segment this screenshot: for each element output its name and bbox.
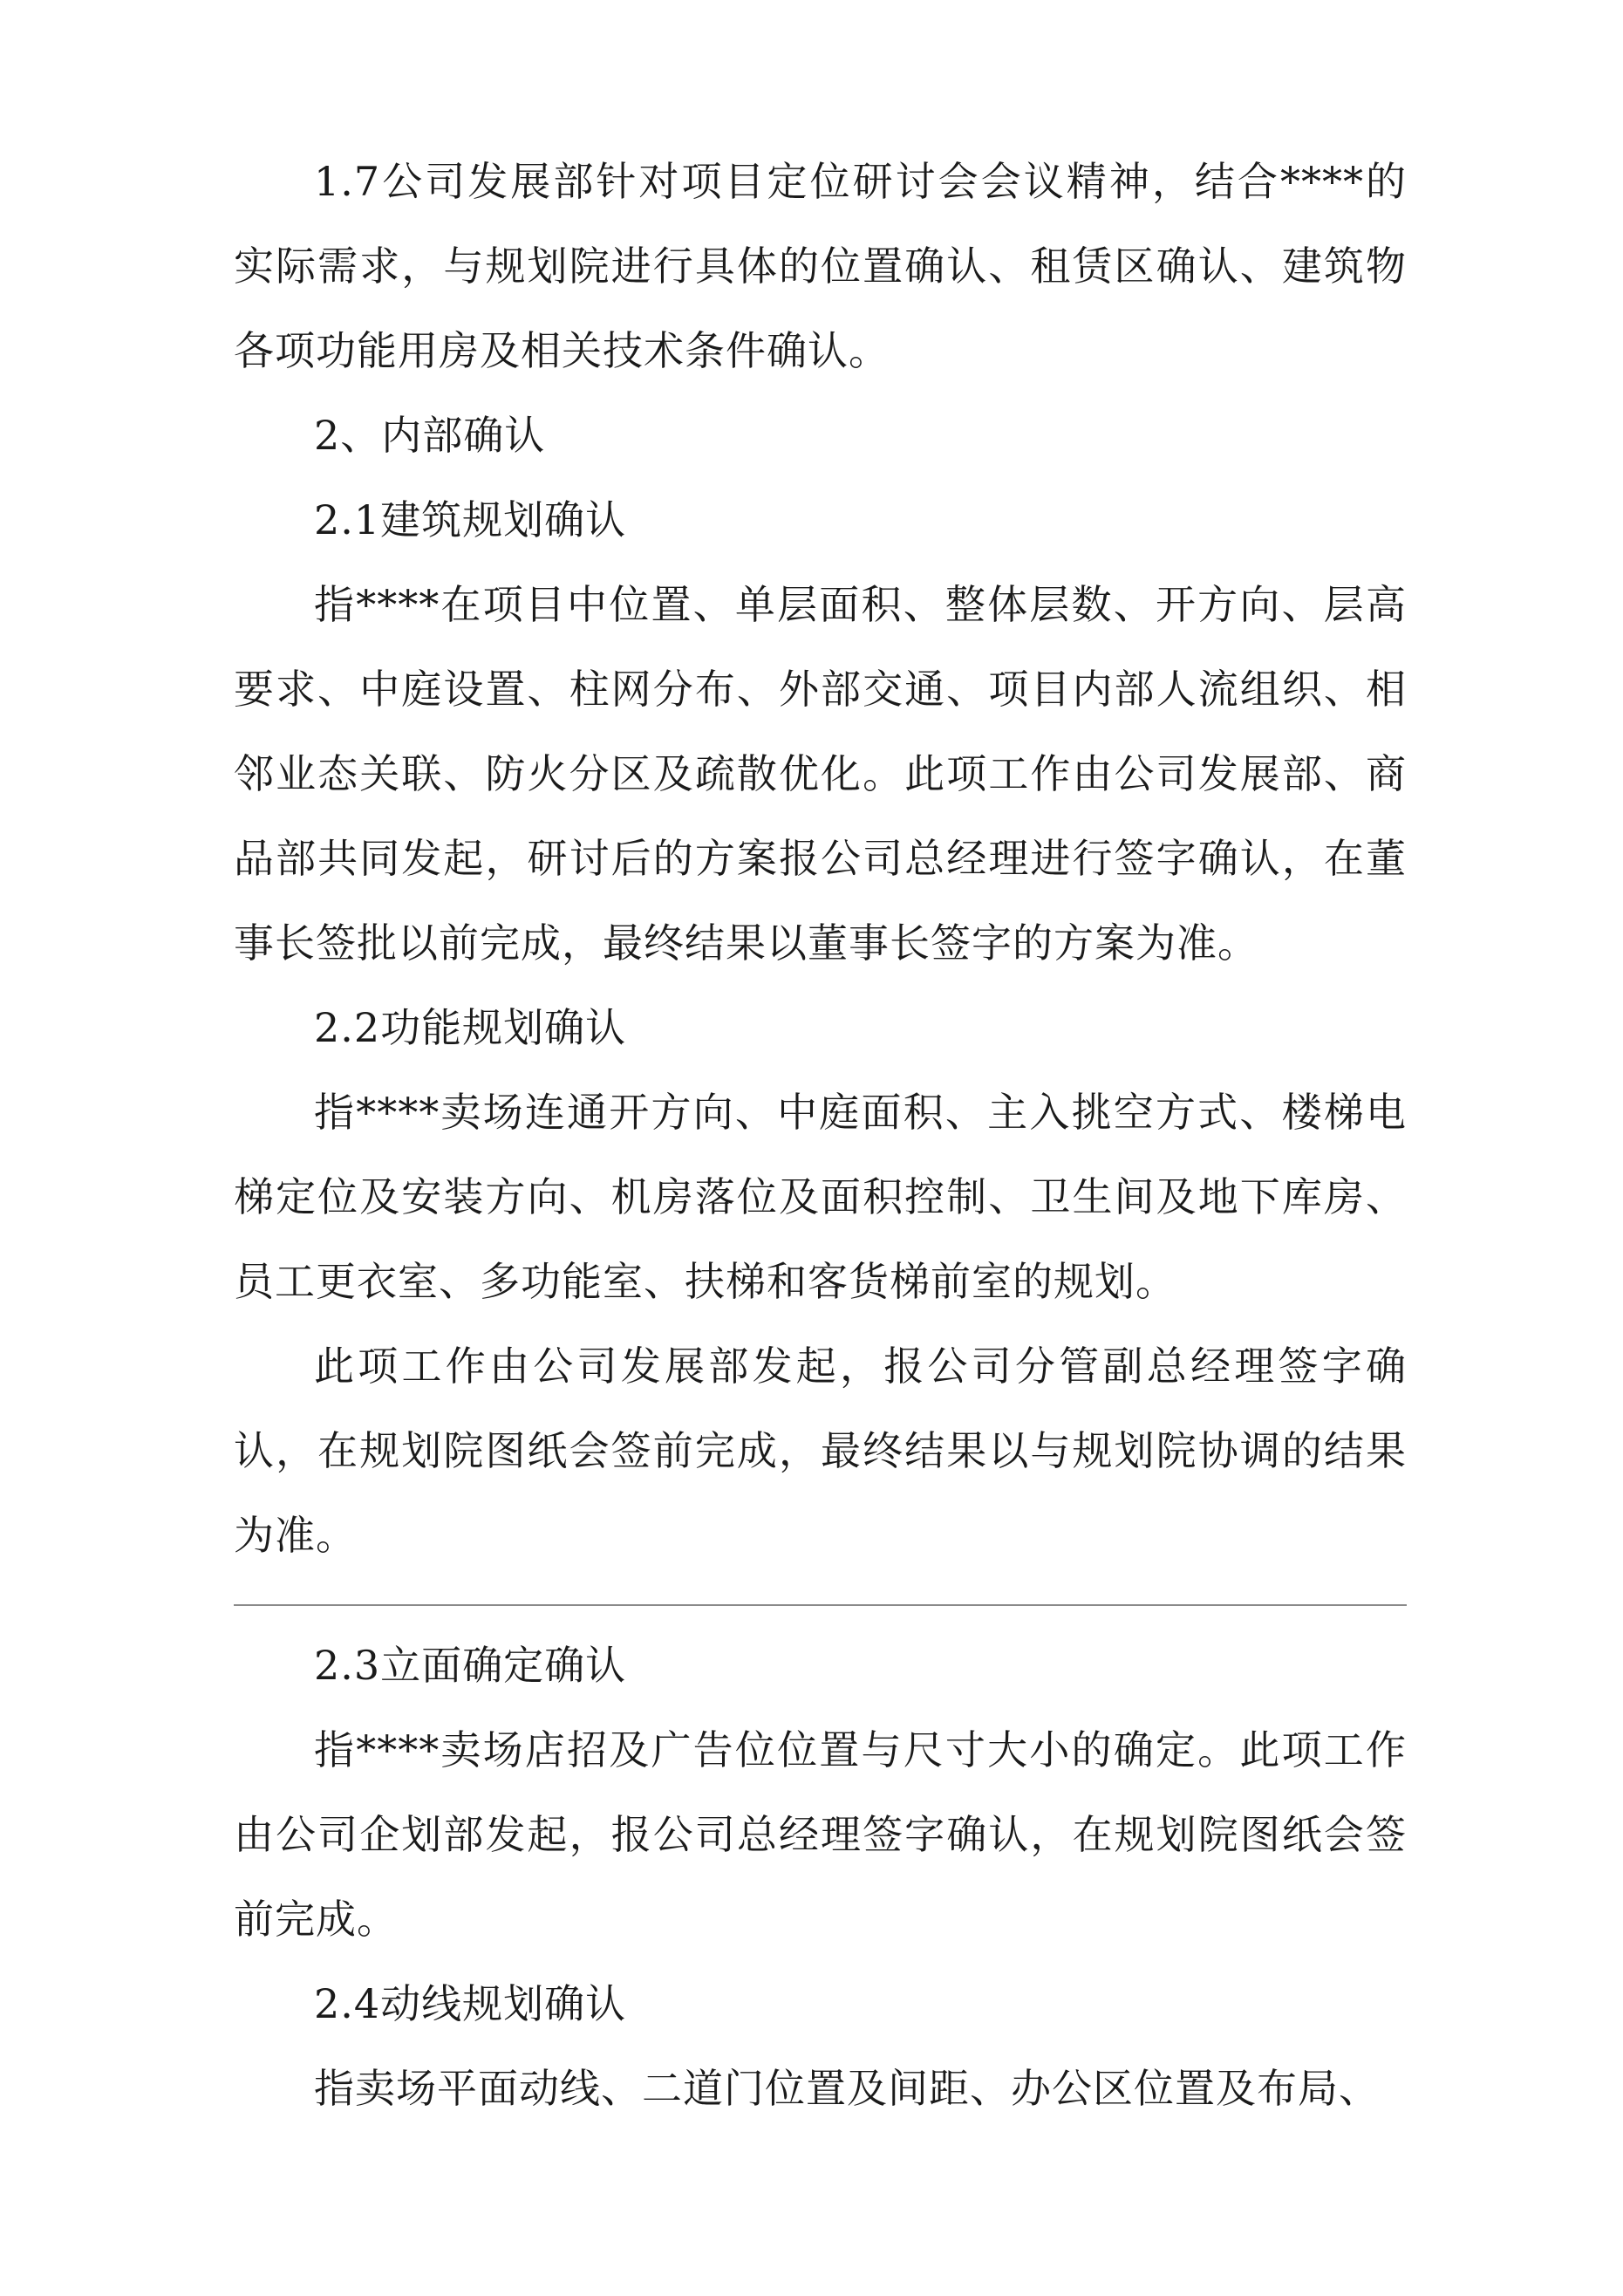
paragraph-2-2-responsibility: 此项工作由公司发展部发起，报公司分管副总经理签字确认，在规划院图纸会签前完成，最终结果以与规划院协调的结果为准。 [234,1343,1407,1559]
paragraph-2-1: 指****在项目中位置、单层面积、整体层数、开方向、层高要求、中庭设置、柱网分布、外部交通、项目内部人流组织、相邻业态关联、防火分区及疏散优化。此项工作由公司发展部、商品部共同发起，研讨后的方案报公司总经理进行签字确认，在董事长签批以前完成，最终结果以董事长签字的方案为准。 [234,581,1407,967]
heading-2-1: 2.1建筑规划确认 [314,496,627,543]
paragraph-2-2: 指****卖场连通开方向、中庭面积、主入挑空方式、楼梯电梯定位及安装方向、机房落位及面积控制、卫生间及地下库房、员工更衣室、多功能室、扶梯和客货梯前室的规划。 [234,1089,1407,1305]
heading-2-3: 2.3立面确定确认 [314,1642,627,1689]
paragraph-2-3: 指****卖场店招及广告位位置与尺寸大小的确定。此项工作由公司企划部发起，报公司总经理签字确认，在规划院图纸会签前完成。 [234,1726,1407,1943]
document-page [234,140,1407,2131]
paragraph-2-4: 指卖场平面动线、二道门位置及间距、办公区位置及布局、 [314,2065,1380,2112]
heading-2-4: 2.4动线规划确认 [314,1980,627,2027]
page-divider [234,1604,1407,1606]
heading-2-internal-confirmation: 2、内部确认 [314,412,546,459]
paragraph-1-7: 1.7公司发展部针对项目定位研讨会会议精神，结合****的实际需求，与规划院进行具体的位置确认、租赁区确认、建筑物各项功能用房及相关技术条件确认。 [234,158,1407,374]
heading-2-2: 2.2功能规划确认 [314,1004,627,1051]
